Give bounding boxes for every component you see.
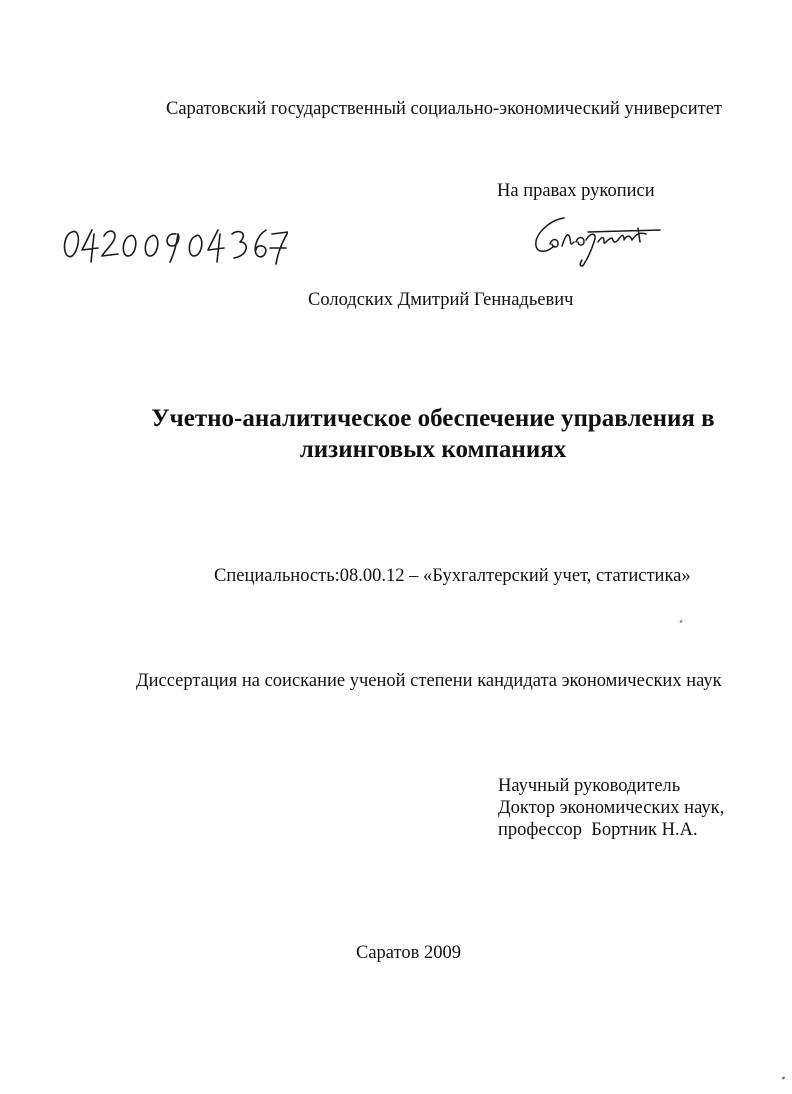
handwritten-inventory-number [58, 222, 288, 270]
supervisor-block [498, 775, 724, 841]
author-name: Солодских Дмитрий Геннадьевич [308, 290, 574, 310]
city-year: Саратов 2009 [356, 943, 461, 963]
scan-speck [782, 1076, 786, 1079]
supervisor-name: профессор Бортник Н.А. [498, 820, 698, 840]
supervisor-role: Научный руководитель [498, 776, 681, 796]
rights-note: На правах рукописи [497, 181, 655, 201]
scan-speck [679, 620, 682, 624]
specialty-line: Специальность:08.00.12 – «Бухгалтерский учет, статистика» [214, 566, 691, 586]
supervisor-degree: Доктор экономических наук, [498, 798, 725, 818]
author-signature [528, 212, 668, 272]
degree-statement: Диссертация на соискание ученой степени кандидата экономических наук [136, 671, 722, 691]
title-line-2: лизинговых компаниях [299, 436, 567, 463]
dissertation-title [60, 403, 792, 465]
title-line-1: Учетно-аналитическое обеспечение управления в [151, 405, 715, 432]
university-name: Саратовский государственный социально-экономический университет [166, 99, 723, 119]
